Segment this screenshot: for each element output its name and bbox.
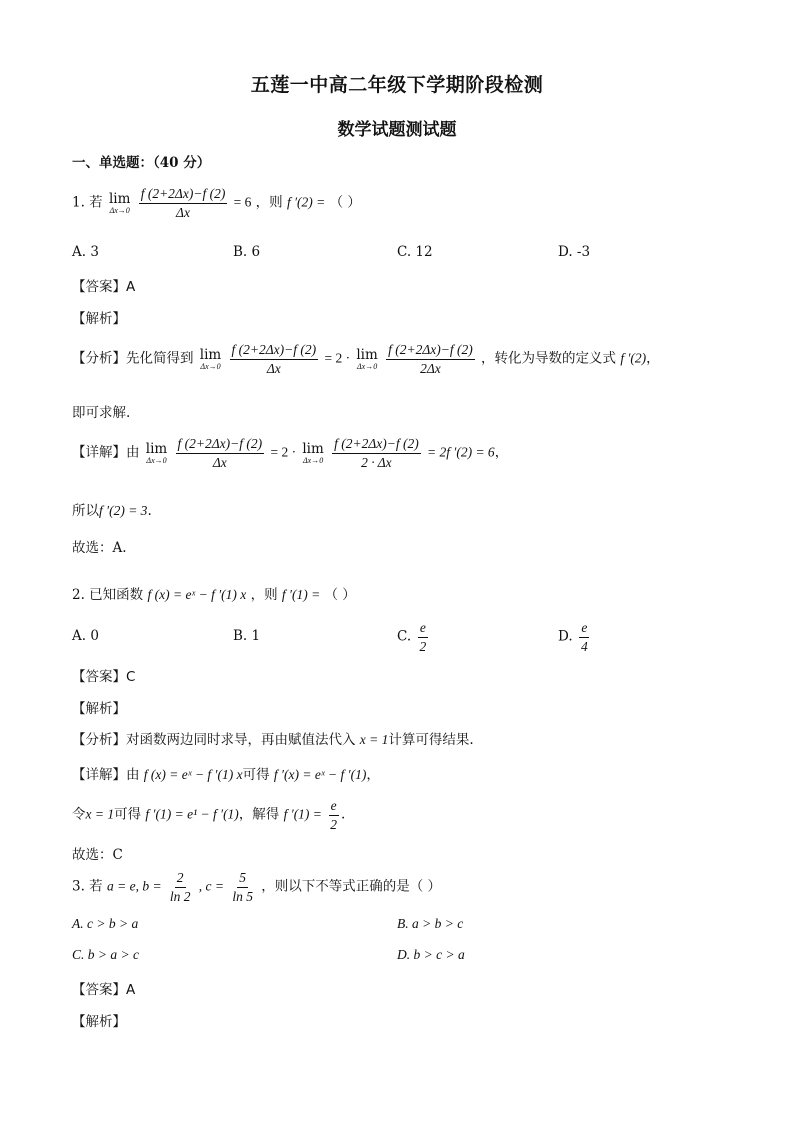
q2-option-a: A. 0 [72,628,99,644]
q2-function: f (x) = eˣ − f ′(1) x [147,587,247,602]
comma: ， [366,767,380,783]
q2-fp1: f ′(1) = [281,587,321,602]
q2-number: 2. 已知函数 [72,587,144,603]
option-c-frac [417,620,428,654]
q3-answer [72,978,135,998]
so-eq: f ′(2) = 3 [99,503,148,518]
denominator: 2 · Δx [361,454,392,470]
equation: f ′(1) = e¹ − f ′(1) [145,806,239,822]
q2-option-b: B. 1 [233,628,261,644]
comma: ， [494,444,509,461]
detail-text-b: 可得 [242,767,270,783]
q1-option-c: C. 12 [397,244,433,260]
q1-lim [109,191,130,215]
fraction [176,436,265,470]
denominator: 2 [419,638,427,654]
q1-detail [72,436,508,470]
fenxi-text-b: 计算可得结果. [388,732,474,748]
q1-fenxi-cont: 即可求解. [72,405,131,421]
q1-fenxi [72,342,660,376]
numerator: f (2+2Δx)−f (2) [230,342,319,360]
q2-solve [72,798,345,832]
q1-choose: 故选：A. [72,540,127,556]
answer-value: C [126,669,136,685]
lim [302,441,323,465]
q2-fenxi [72,728,474,748]
lim-text: lim [108,191,131,208]
solve-text: ，解得 [238,806,280,823]
numerator: e [579,620,589,638]
lim-sub: Δx→0 [356,362,378,372]
answer-value: A [126,279,136,295]
q1-option-d: D. -3 [558,244,591,260]
derivative: f ′(x) = eˣ − f ′(1) [273,767,367,782]
lim-sub: Δx→0 [109,206,130,216]
lim [356,347,377,371]
denominator: ln 2 [169,888,191,904]
detail-label: 【详解】 [72,767,126,783]
numerator: f (2+2Δx)−f (2) [176,436,265,454]
q1-number: 1. 若 [72,194,103,211]
fenxi-text-a: 对函数两边同时求导，再由赋值法代入 [126,732,356,748]
answer-value: A [126,982,136,998]
answer-label: 【答案】 [72,669,126,685]
option-d-frac [579,620,590,654]
dot: . [340,806,346,823]
result: f ′(1) = [283,806,322,822]
q1-then: ，则 [255,194,283,211]
denominator: 2Δx [420,360,441,376]
answer-label: 【答案】 [72,982,126,998]
denominator: 2 [330,816,337,832]
q2-option-d [558,620,592,654]
option-d-label: D. [558,628,573,645]
q2-then: ，则 [250,587,278,603]
q2-detail [72,763,380,783]
page-title: 五莲一中高二年级下学期阶段检测 [250,74,544,96]
q3-tail: ，则以下不等式正确的是（ ） [261,878,442,895]
fenxi-text-b: ，转化为导数的定义式 [481,350,617,367]
lim-text: lim [302,441,324,458]
let-text: 令 [72,806,86,823]
q3-option-a: A. c > b > a [72,916,139,931]
x-eq-1: x = 1 [85,806,115,822]
lim-sub: Δx→0 [200,362,221,372]
q1-fraction [139,186,228,220]
q1-answer [72,275,135,295]
fp2: f ′(2) [620,350,647,366]
q2-answer [72,665,135,685]
lim-text: lim [199,347,222,364]
numerator: 5 [237,870,248,888]
q3-option-b: B. a > b > c [397,916,464,931]
q1-paren: （ ） [329,194,361,211]
q3-c-eq: , c = [198,878,225,894]
q2-analysis-label: 【解析】 [72,701,126,717]
q2-option-c [397,620,430,654]
lim-sub: Δx→0 [302,456,324,466]
q3-analysis-label: 【解析】 [72,1014,126,1030]
section-heading: 一、单选题：（40 分） [72,155,211,171]
detail-text-a: 由 [126,444,140,461]
fraction [230,342,319,376]
dot: . [147,503,152,519]
q2-paren: （ ） [324,587,356,603]
let-text-b: 可得 [114,806,142,823]
q1-numerator: f (2+2Δx)−f (2) [139,186,228,204]
fenxi-label: 【分析】 [72,350,126,367]
result-frac [328,798,339,832]
so-text: 所以 [72,503,99,519]
q3-option-c: C. b > a > c [72,947,139,962]
question-3-stem [72,870,441,904]
q1-analysis-label: 【解析】 [72,311,126,327]
option-c-label: C. [397,628,412,645]
q3-b-frac [168,870,193,904]
fraction [386,342,475,376]
numerator: f (2+2Δx)−f (2) [386,342,475,360]
fenxi-label: 【分析】 [72,732,126,748]
detail-result: = 2f ′(2) = 6 [427,444,495,460]
question-2-stem [72,583,356,603]
comma: ， [646,350,660,367]
fenxi-text-a: 先化简得到 [126,350,194,367]
page-subtitle: 数学试题测试题 [337,120,457,140]
q1-fp2: f ′(2) = [286,194,326,210]
q1-eq-value: = 6 [233,194,252,210]
eq-two: = 2 · [270,444,297,460]
eq-two: = 2 · [324,350,351,366]
q3-a-eq: a = e, b = [106,878,162,894]
numerator: e [329,798,339,816]
function: f (x) = eˣ − f ′(1) x [143,767,243,782]
lim-text: lim [356,347,378,364]
q3-option-d: D. b > c > a [397,947,465,962]
q1-denominator: Δx [176,204,190,220]
x-eq-1: x = 1 [359,732,389,747]
lim [200,347,221,371]
q1-conclusion [72,499,152,519]
question-1-stem [72,186,361,220]
numerator: f (2+2Δx)−f (2) [332,436,421,454]
denominator: Δx [212,454,227,470]
detail-label: 【详解】 [72,444,126,461]
denominator: 4 [580,638,588,654]
q3-c-frac [230,870,255,904]
q1-option-b: B. 6 [233,244,261,260]
denominator: ln 5 [232,888,253,904]
detail-text-a: 由 [126,767,140,783]
fraction [332,436,421,470]
q2-choose: 故选：C [72,847,123,863]
numerator: e [418,620,428,638]
q1-option-a: A. 3 [72,244,99,260]
answer-label: 【答案】 [72,279,126,295]
q3-number: 3. 若 [72,878,103,895]
denominator: Δx [266,360,281,376]
lim [146,441,167,465]
lim-text: lim [145,441,168,458]
lim-sub: Δx→0 [146,456,167,466]
numerator: 2 [175,870,186,888]
